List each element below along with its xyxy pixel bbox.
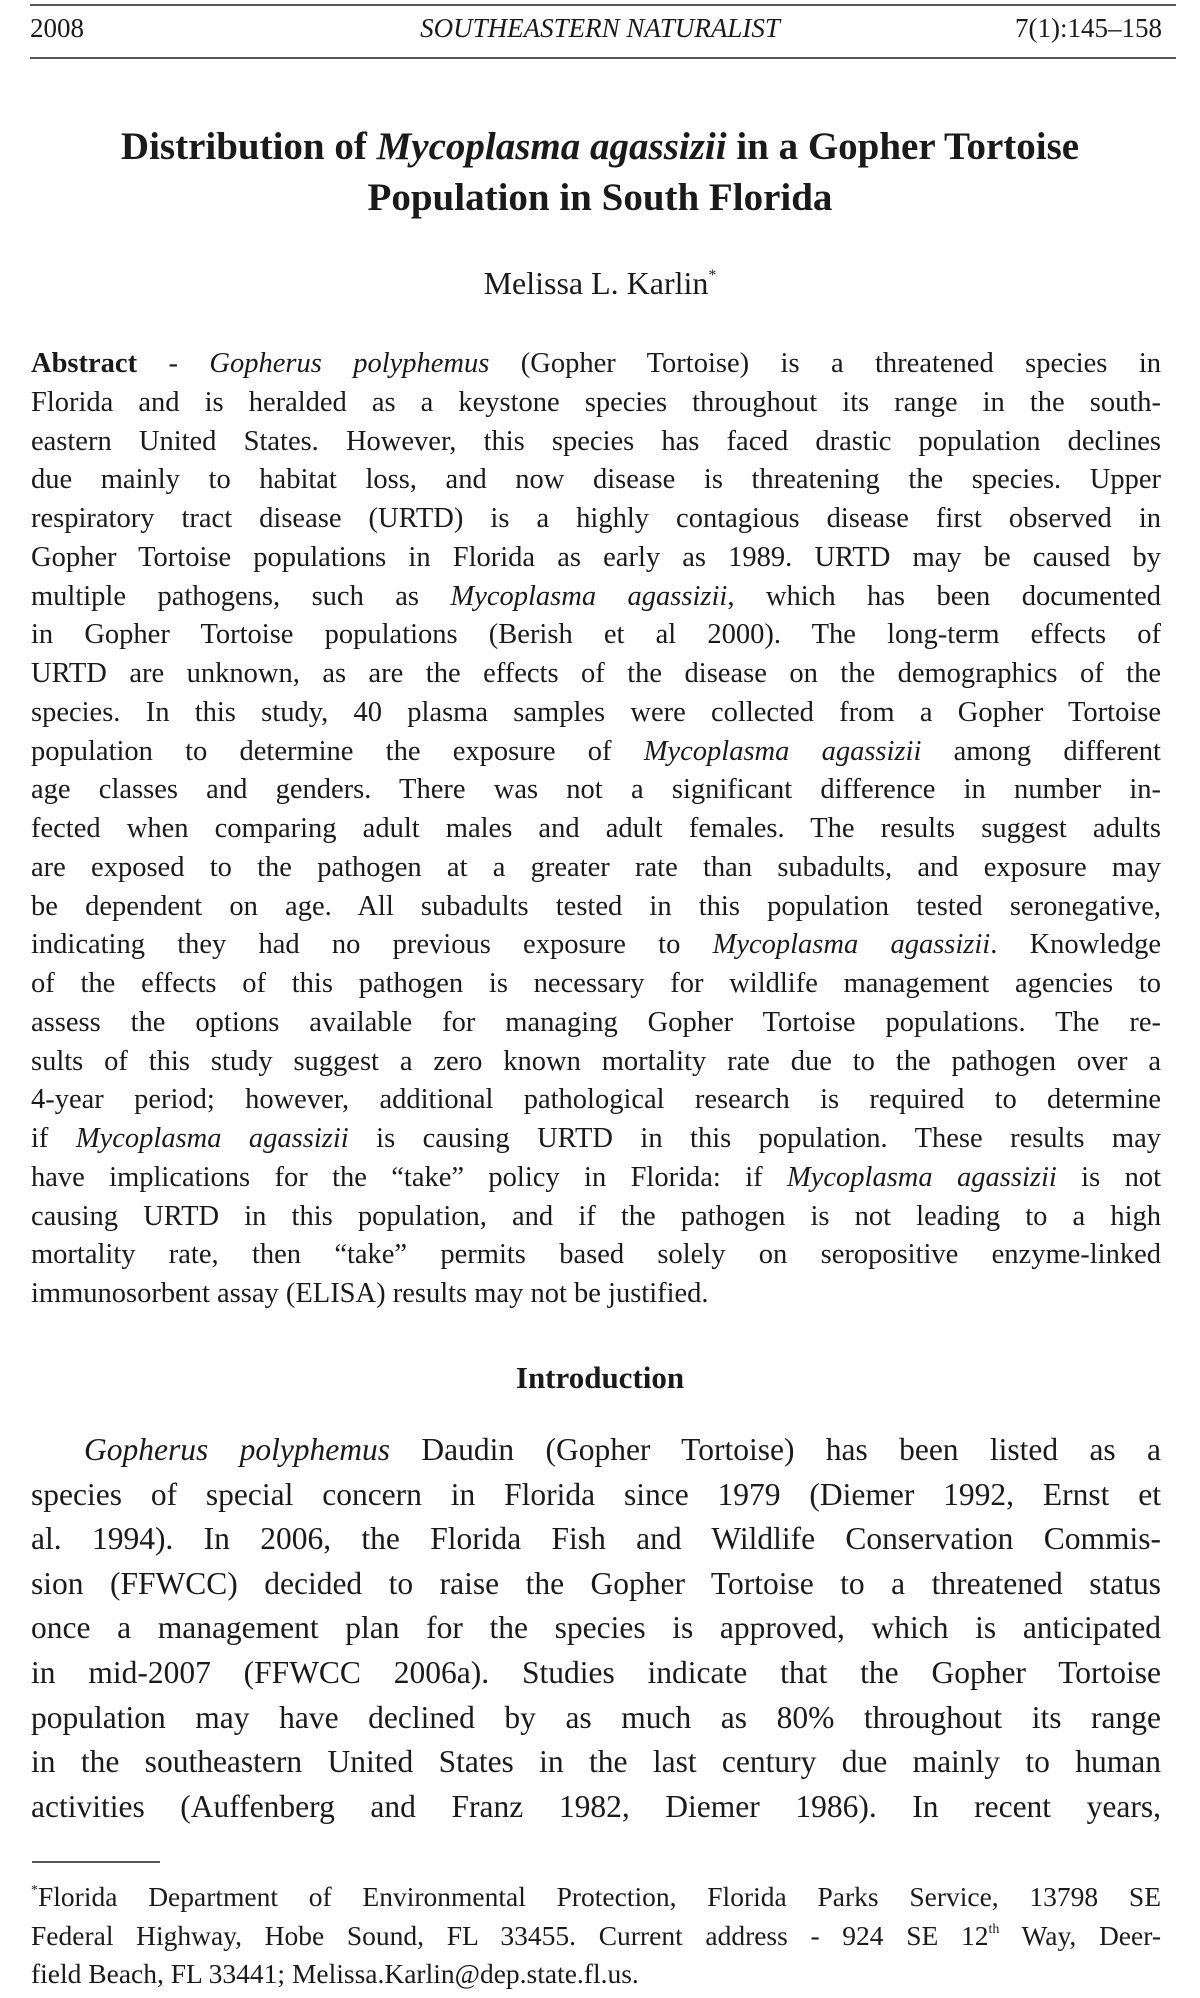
title-species-name: Mycoplasma agassizii: [376, 125, 727, 168]
article-title-line-1: [0, 122, 1200, 172]
abstract-line: [31, 655, 1161, 694]
abstract-line: [31, 461, 1161, 500]
species-name: Mycoplasma agassizii: [643, 735, 922, 767]
abstract-line: [31, 965, 1161, 1004]
footnote-line: [31, 1917, 1161, 1956]
abstract-line: [31, 1043, 1161, 1082]
text: Daudin (Gopher Tortoise) has been listed as a: [390, 1432, 1162, 1467]
text: is causing URTD in this population. These results may: [348, 1123, 1161, 1154]
text: Federal Highway, Hobe Sound, FL 33455. Current address - 924 SE 12: [31, 1919, 989, 1951]
text: sults of this study suggest a zero known mortality rate due to the pathogen over a: [31, 1045, 1161, 1077]
text: among different: [921, 735, 1161, 767]
section-heading-introduction: Introduction: [515, 1360, 685, 1395]
text: be dependent on age. All subadults tested in this population tested seronegative,: [31, 890, 1161, 922]
text: respiratory tract disease (URTD) is a highly contagious disease first observed in: [31, 503, 1161, 534]
article-title-line-2: Population in South Florida: [367, 176, 833, 219]
abstract-line: [31, 578, 1161, 617]
abstract-line: [31, 384, 1161, 423]
text: (Gopher Tortoise) is a threatened species in: [489, 348, 1161, 379]
author-footnote-marker: *: [708, 267, 717, 284]
text: Way, Deer-: [999, 1919, 1161, 1951]
footnote-line: [31, 1878, 1161, 1917]
text: indicating they had no previous exposure to: [31, 929, 713, 961]
text: is not: [1056, 1161, 1161, 1193]
abstract-label: Abstract: [31, 348, 138, 379]
title-text: Distribution of: [120, 125, 377, 168]
abstract-line: [31, 345, 1161, 384]
author-byline: [0, 263, 1200, 303]
abstract-line: [31, 1236, 1161, 1275]
species-name: Mycoplasma agassizii: [712, 929, 991, 961]
text: are exposed to the pathogen at a greater rate than subadults, and exposure may: [31, 851, 1161, 883]
text: population may have declined by as much as 80% throughout its range: [31, 1699, 1161, 1735]
abstract-line: [31, 926, 1161, 965]
text: mortality rate, then “take” permits based solely on seropositive enzyme-linked: [31, 1239, 1161, 1271]
abstract-line: [31, 1275, 1161, 1314]
header-journal-name: SOUTHEASTERN NATURALIST: [420, 13, 780, 43]
text: multiple pathogens, such as: [31, 580, 451, 612]
text: URTD are unknown, as are the effects of the disease on the demographics of the: [31, 658, 1161, 689]
species-name: Gopherus polyphemus: [209, 348, 490, 379]
text: fected when comparing adult males and adult females. The results suggest adults: [31, 813, 1161, 844]
header-year: 2008: [30, 13, 84, 43]
header-bottom-rule: [30, 57, 1176, 59]
abstract-line: [31, 888, 1161, 927]
text: Florida and is heralded as a keystone species throughout its range in the south-: [31, 386, 1161, 418]
abstract-line: [31, 423, 1161, 462]
abstract-line: [31, 616, 1161, 655]
text: species. In this study, 40 plasma samples were collected from a Gopher Tortoise: [31, 696, 1161, 728]
header-volume-pages: 7(1):145–158: [1015, 13, 1162, 43]
footnote-rule: [32, 1861, 160, 1863]
text: causing URTD in this population, and if the pathogen is not leading to a high: [31, 1200, 1161, 1232]
text: population to determine the exposure of: [31, 735, 644, 767]
abstract-line: [31, 810, 1161, 849]
introduction-line: [31, 1562, 1161, 1607]
abstract-line: [31, 500, 1161, 539]
text: age classes and genders. There was not a significant difference in number in-: [31, 774, 1161, 806]
introduction-line: [31, 1651, 1161, 1696]
text: have implications for the “take” policy in Florida: if: [31, 1161, 787, 1193]
abstract-line: [31, 1081, 1161, 1120]
header-top-rule: [30, 4, 1176, 6]
introduction-line: [31, 1740, 1161, 1785]
introduction-line: [31, 1473, 1161, 1518]
introduction-line: [31, 1606, 1161, 1651]
text: if: [31, 1123, 76, 1154]
species-name: Gopherus polyphemus: [84, 1432, 391, 1467]
introduction-line: [31, 1517, 1161, 1562]
species-name: Mycoplasma agassizii: [787, 1161, 1057, 1193]
text: field Beach, FL 33441; Melissa.Karlin@dep.state.fl.us.: [31, 1958, 639, 1990]
abstract-line: [31, 1159, 1161, 1198]
abstract-line: [31, 539, 1161, 578]
species-name: Mycoplasma agassizii: [450, 580, 728, 612]
text: in Gopher Tortoise populations (Berish et al 2000). The long-term effects of: [31, 619, 1161, 651]
text: eastern United States. However, this species has faced drastic population declines: [31, 425, 1161, 457]
text: Florida Department of Environmental Protection, Florida Parks Service, 13798 SE: [38, 1881, 1161, 1912]
text: , which has been documented: [727, 580, 1161, 612]
superscript: *: [31, 1883, 38, 1898]
text: species of special concern in Florida since 1979 (Diemer 1992, Ernst et: [31, 1476, 1161, 1512]
text: immunosorbent assay (ELISA) results may not be justified.: [31, 1278, 709, 1309]
title-text: in a Gopher Tortoise: [726, 125, 1080, 168]
text: Gopher Tortoise populations in Florida as early as 1989. URTD may be caused by: [31, 541, 1161, 573]
species-name: Mycoplasma agassizii: [75, 1123, 349, 1154]
introduction-line: [84, 1428, 1161, 1473]
text: . Knowledge: [990, 929, 1161, 961]
abstract-line: [31, 849, 1161, 888]
text: 4-year period; however, additional pathological research is required to determine: [31, 1084, 1161, 1116]
text: in mid-2007 (FFWCC 2006a). Studies indicate that the Gopher Tortoise: [31, 1655, 1161, 1690]
superscript: th: [988, 1921, 1000, 1937]
text: activities (Auffenberg and Franz 1982, Diemer 1986). In recent years,: [31, 1788, 1161, 1824]
text: in the southeastern United States in the last century due mainly to human: [31, 1744, 1161, 1780]
abstract-line: [31, 771, 1161, 810]
abstract-separator: -: [137, 348, 210, 379]
text: due mainly to habitat loss, and now disease is threatening the species. Upper: [31, 464, 1161, 496]
text: sion (FFWCC) decided to raise the Gopher Tortoise to a threatened status: [31, 1565, 1161, 1601]
introduction-line: [31, 1696, 1161, 1741]
abstract-line: [31, 1120, 1161, 1159]
text: assess the options available for managing Gopher Tortoise populations. The re-: [31, 1006, 1161, 1038]
abstract-line: [31, 1198, 1161, 1237]
abstract-line: [31, 1004, 1161, 1043]
footnote-line: [31, 1955, 1161, 1994]
introduction-line: [31, 1785, 1161, 1830]
text: once a management plan for the species is approved, which is anticipated: [31, 1610, 1161, 1646]
text: of the effects of this pathogen is necessary for wildlife management agencies to: [31, 968, 1161, 999]
abstract-line: [31, 733, 1161, 772]
text: al. 1994). In 2006, the Florida Fish and Wildlife Conservation Commis-: [31, 1521, 1161, 1557]
abstract-line: [31, 694, 1161, 733]
author-name: Melissa L. Karlin: [483, 265, 709, 301]
